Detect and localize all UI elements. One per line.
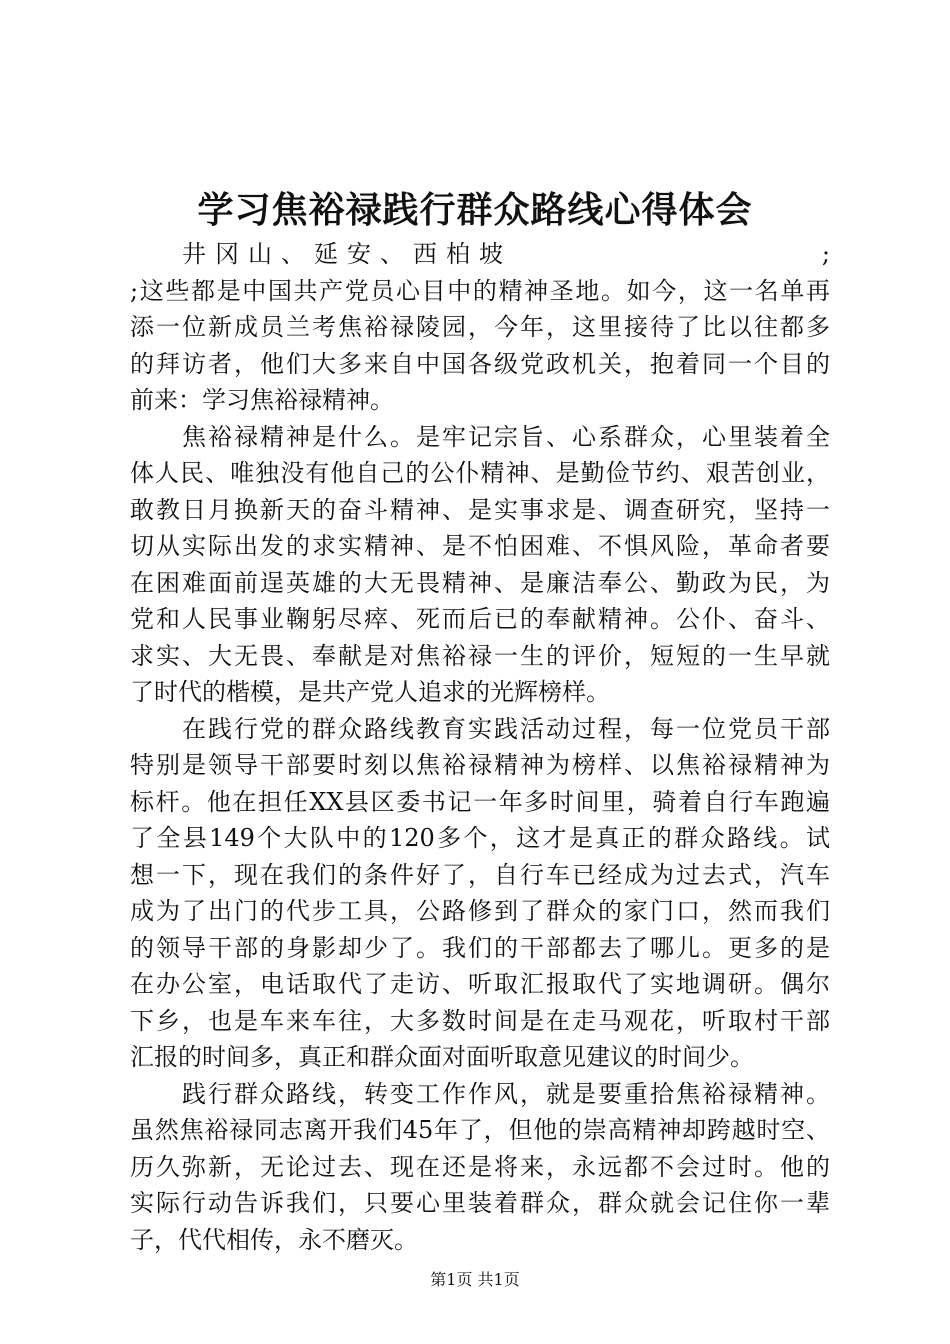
document-body: [130, 236, 830, 1258]
text-line: 特别是领导干部要时刻以焦裕禄精神为榜样、以焦裕禄精神为: [130, 751, 830, 779]
text-line: 子，代代相传，永不磨灭。: [130, 1225, 418, 1254]
text-line: 汇报的时间多，真正和群众面对面听取意见建议的时间少。: [130, 1043, 754, 1071]
opening-places: 井冈山、延安、西柏坡: [182, 240, 512, 268]
text-line: 下乡，也是车来车往，大多数时间是在走马观花，听取村干部: [130, 1006, 830, 1035]
text-line: 了时代的楷模，是共产党人追求的光辉榜样。: [130, 678, 610, 706]
text-line: ;这些都是中国共产党员心目中的精神圣地。如今，这一名单再: [130, 276, 830, 305]
opening-semicolon: ;: [821, 240, 830, 268]
text-line: 了全县149个大队中的120多个，这才是真正的群众路线。试: [130, 824, 830, 852]
text-line: 践行群众路线，转变工作作风，就是要重拾焦裕禄精神。: [182, 1079, 830, 1108]
text-line: 标杆。他在担任XX县区委书记一年多时间里，骑着自行车跑遍: [130, 787, 830, 816]
text-line: 体人民、唯独没有他自己的公仆精神、是勤俭节约、艰苦创业，: [130, 459, 830, 487]
opening-line: [130, 236, 830, 273]
text-line: 的拜访者，他们大多来自中国各级党政机关，抱着同一个目的: [130, 349, 830, 378]
text-line: 在困难面前逞英雄的大无畏精神、是廉洁奉公、勤政为民，为: [130, 568, 830, 597]
text-line: 添一位新成员兰考焦裕禄陵园，今年，这里接待了比以往都多: [130, 313, 830, 341]
text-line: 前来：学习焦裕禄精神。: [130, 386, 394, 414]
text-line: 虽然焦裕禄同志离开我们45年了，但他的崇高精神却跨越时空、: [130, 1116, 830, 1144]
text-line: 实际行动告诉我们，只要心里装着群众，群众就会记住你一辈: [130, 1189, 830, 1217]
text-line: 党和人民事业鞠躬尽瘁、死而后已的奉献精神。公仆、奋斗、: [130, 605, 830, 633]
text-line: 切从实际出发的求实精神、是不怕困难、不惧风险，革命者要: [130, 532, 830, 560]
text-line: 在办公室，电话取代了走访、听取汇报取代了实地调研。偶尔: [130, 970, 830, 998]
text-line: 求实、大无畏、奉献是对焦裕禄一生的评价，短短的一生早就: [130, 641, 830, 670]
text-line: 在践行党的群众路线教育实践活动过程，每一位党员干部: [182, 714, 830, 743]
text-line: 想一下，现在我们的条件好了，自行车已经成为过去式，汽车: [130, 860, 830, 889]
text-line: 的领导干部的身影却少了。我们的干部都去了哪儿。更多的是: [130, 933, 830, 962]
document-title: 学习焦裕禄践行群众路线心得体会: [197, 189, 753, 231]
page-footer: 第1页 共1页: [430, 1270, 520, 1289]
text-line: 敢教日月换新天的奋斗精神、是实事求是、调查研究，坚持一: [130, 495, 830, 524]
text-line: 成为了出门的代步工具，公路修到了群众的家门口，然而我们: [130, 897, 830, 925]
text-line: 焦裕禄精神是什么。是牢记宗旨、心系群众，心里装着全: [182, 422, 830, 451]
text-line: 历久弥新，无论过去、现在还是将来，永远都不会过时。他的: [130, 1152, 830, 1181]
